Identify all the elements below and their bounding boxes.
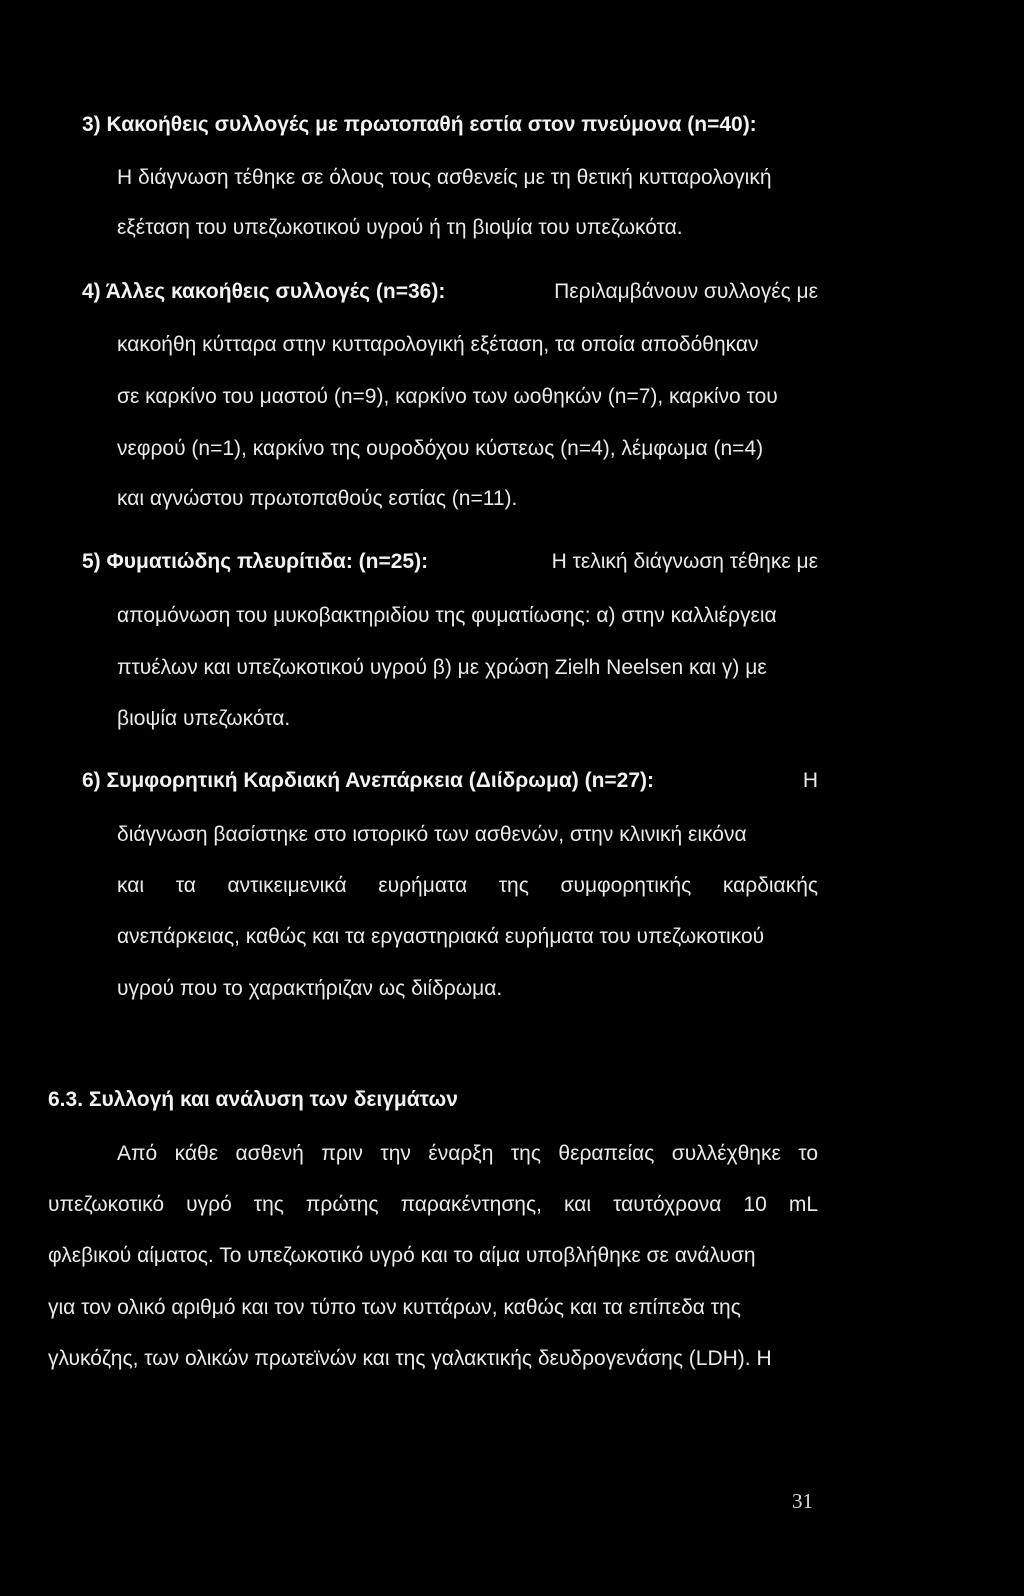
item4-line-2: κακοήθη κύτταρα στην κυτταρολογική εξέταση, τα οποία αποδόθηκαν xyxy=(117,333,759,356)
item6-line-4: ανεπάρκειας, καθώς και τα εργαστηριακά ευρήματα του υπεζωκοτικού xyxy=(117,925,765,948)
item5-line-3: πτυέλων και υπεζωκοτικού υγρού β) με χρώση Zielh Neelsen και γ) με xyxy=(117,656,767,679)
section-line-3: φλεβικού αίματος. Το υπεζωκοτικό υγρό και το αίμα υποβλήθηκε σε ανάλυση xyxy=(48,1244,756,1267)
item4-first-line xyxy=(82,277,818,307)
item4-heading: 4) Άλλες κακοήθεις συλλογές (n=36): xyxy=(82,280,446,303)
item6-first-line xyxy=(82,766,818,796)
page-number: 31 xyxy=(792,1489,813,1513)
item6-first-line-rest: Η xyxy=(802,769,818,792)
item6-line-2: διάγνωση βασίστηκε στο ιστορικό των ασθενών, στην κλινική εικόνα xyxy=(117,823,747,846)
item4-first-line-rest: Περιλαμβάνουν συλλογές με xyxy=(554,280,818,303)
item5-first-line xyxy=(82,547,818,577)
section-line-2: υπεζωκοτικό υγρό της πρώτης παρακέντησης, και ταυτόχρονα 10 mL xyxy=(48,1193,818,1216)
item6-heading: 6) Συμφορητική Καρδιακή Ανεπάρκεια (Διίδρωμα) (n=27): xyxy=(82,769,655,792)
item3-line-2: εξέταση του υπεζωκοτικού υγρού ή τη βιοψία του υπεζωκότα. xyxy=(117,216,683,239)
section-heading: 6.3. Συλλογή και ανάλυση των δειγμάτων xyxy=(48,1088,458,1111)
item3-heading: 3) Κακοήθεις συλλογές με πρωτοπαθή εστία στον πνεύμονα (n=40): xyxy=(82,113,757,136)
item5-line-2: απομόνωση του μυκοβακτηριδίου της φυματίωσης: α) στην καλλιέργεια xyxy=(117,604,777,627)
item4-line-3: σε καρκίνο του μαστού (n=9), καρκίνο των ωοθηκών (n=7), καρκίνο του xyxy=(117,385,778,408)
item4-line-5: και αγνώστου πρωτοπαθούς εστίας (n=11). xyxy=(117,487,518,510)
section-line-4: για τον ολικό αριθμό και τον τύπο των κυττάρων, καθώς και τα επίπεδα της xyxy=(48,1296,741,1319)
section-line-1: Από κάθε ασθενή πριν την έναρξη της θεραπείας συλλέχθηκε το xyxy=(117,1142,818,1165)
item5-heading: 5) Φυματιώδης πλευρίτιδα: (n=25): xyxy=(82,550,429,573)
item5-first-line-rest: Η τελική διάγνωση τέθηκε με xyxy=(551,550,818,573)
item6-line-5: υγρού που το χαρακτήριζαν ως διίδρωμα. xyxy=(117,977,503,1000)
section-line-5: γλυκόζης, των ολικών πρωτεϊνών και της γαλακτικής δευδρογενάσης (LDH). Η xyxy=(48,1347,772,1370)
item3-line-1: Η διάγνωση τέθηκε σε όλους τους ασθενείς με τη θετική κυτταρολογική xyxy=(117,166,772,189)
item4-line-4: νεφρού (n=1), καρκίνο της ουροδόχου κύστεως (n=4), λέμφωμα (n=4) xyxy=(117,437,764,460)
item6-line-3: και τα αντικειμενικά ευρήματα της συμφορητικής καρδιακής xyxy=(117,874,818,897)
item5-line-4: βιοψία υπεζωκότα. xyxy=(117,707,291,730)
